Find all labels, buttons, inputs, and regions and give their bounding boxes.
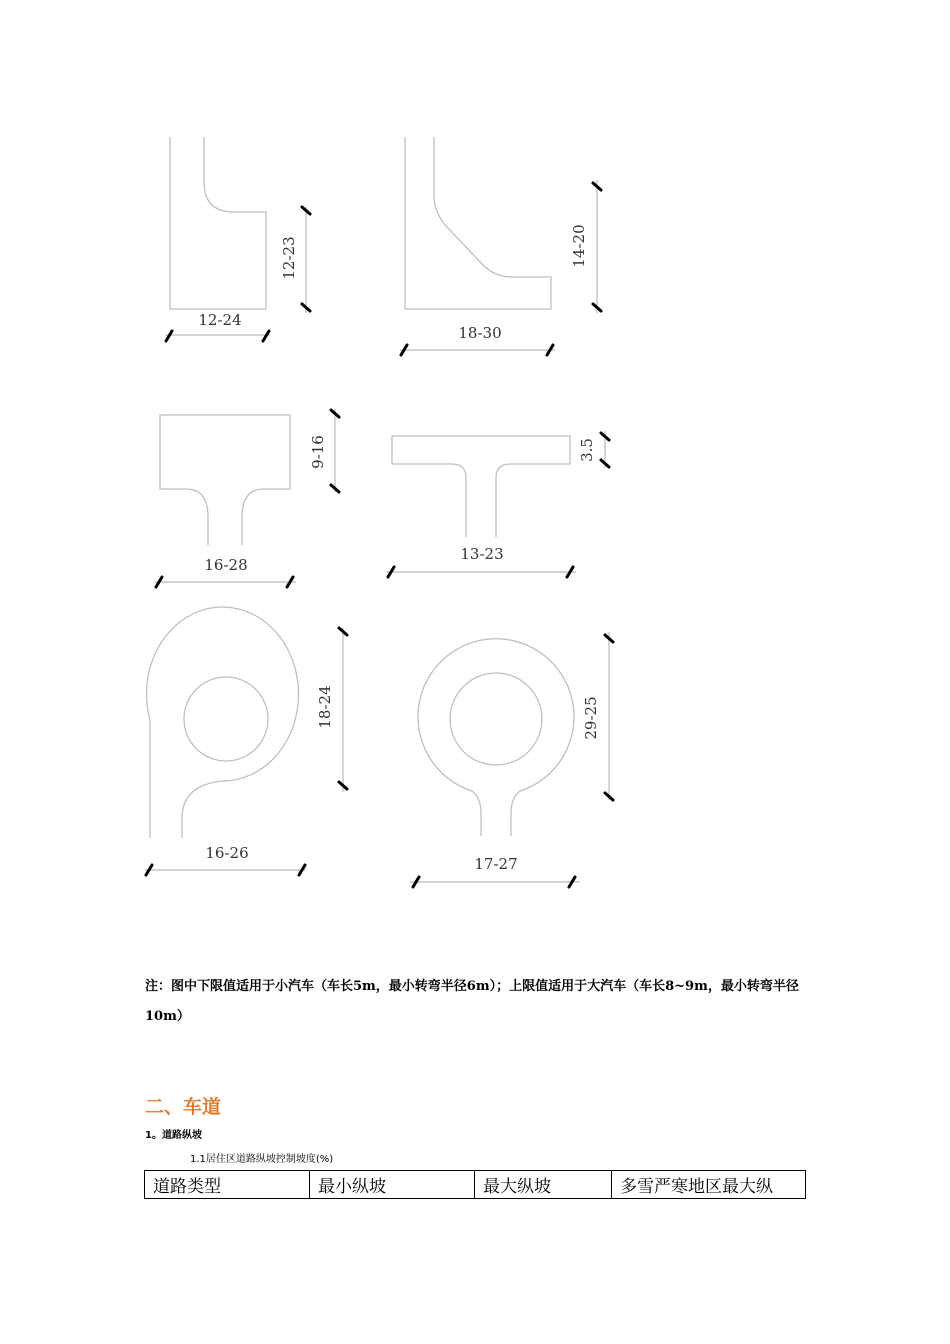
dim-b-width: 18-30: [458, 324, 502, 342]
dim-e-height: 18-24: [316, 685, 334, 729]
diagram-l-turnaround: [165, 137, 310, 341]
dim-b-height: 14-20: [570, 224, 588, 268]
dim-f-height: 29-25: [582, 696, 600, 740]
dim-e-width: 16-26: [205, 844, 249, 862]
dim-c-width: 16-28: [204, 556, 248, 574]
table-header-row: [145, 1171, 806, 1199]
table-header-cell: 道路类型: [145, 1171, 310, 1199]
diagram-offset-loop-turnaround: [145, 607, 347, 875]
dim-d-height: 3.5: [578, 438, 596, 462]
dim-f-width: 17-27: [474, 855, 518, 873]
table-caption: 1.1居住区道路纵坡控制坡度(%): [190, 1154, 334, 1165]
diagram-t-turnaround: [386, 431, 609, 577]
subsection-heading: 1。道路纵坡: [145, 1130, 202, 1141]
grade-table: [144, 1170, 806, 1199]
dim-d-width: 13-23: [460, 545, 504, 563]
dim-a-height: 12-23: [280, 236, 298, 280]
table-header-cell: 最小纵坡: [310, 1171, 475, 1199]
table-header-cell: 多雪严寒地区最大纵: [612, 1171, 806, 1199]
figure-note: 注：图中下限值适用于小汽车（车长5m，最小转弯半径6m）；上限值适用于大汽车（车长8~9m，最小转弯半径10m）: [145, 979, 799, 1024]
diagram-block-turnaround: [155, 409, 339, 587]
dim-c-height: 9-16: [309, 435, 327, 469]
dim-a-width: 12-24: [198, 311, 242, 329]
diagram-centered-loop-turnaround: [410, 632, 613, 887]
section-heading: 二、车道: [145, 1096, 222, 1118]
table-header-cell: 最大纵坡: [475, 1171, 612, 1199]
diagram-diagonal-turnaround: [400, 137, 601, 355]
